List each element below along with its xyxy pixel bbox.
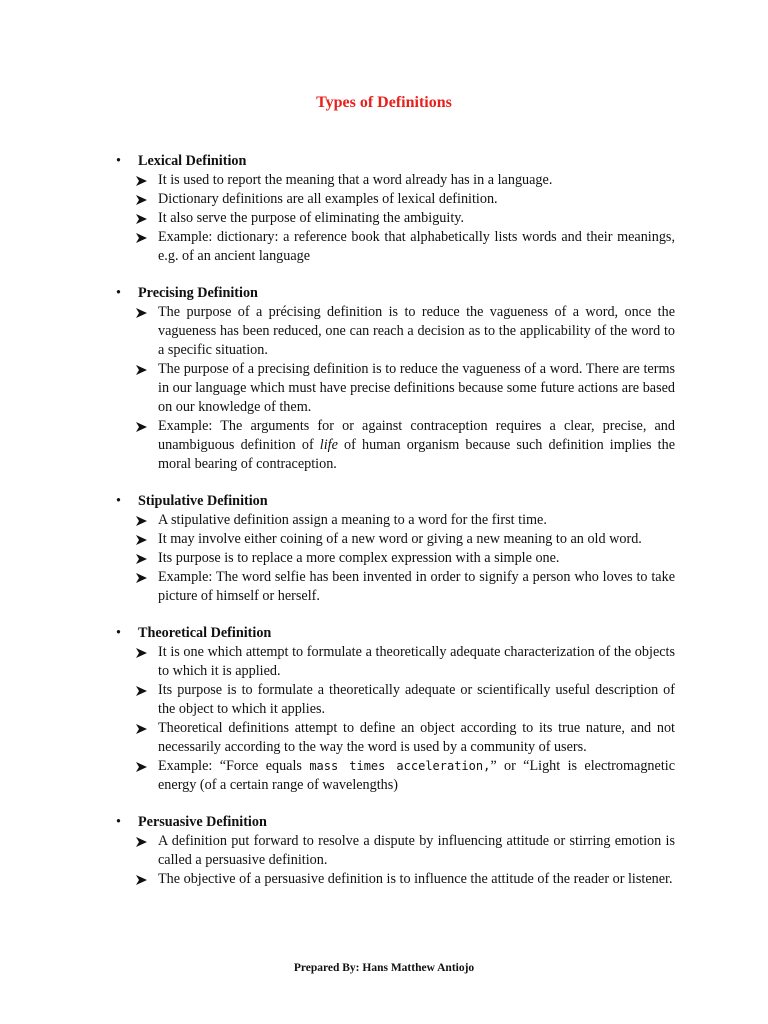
arrowhead-bullet-icon [136,422,148,432]
arrowhead-bullet-icon [136,233,148,243]
arrowhead-bullet-icon [136,308,148,318]
list-item: Example: The arguments for or against contraception requires a clear, precise, and unambiguous definition of life of human organism because such definition implies the moral bearing of contraception. [158,417,675,474]
list-item: Example: dictionary: a reference book that alphabetically lists words and their meanings, e.g. of an ancient language [158,228,675,266]
list-item: It is one which attempt to formulate a theoretically adequate characterization of the objects to which it is applied. [158,643,675,681]
list-item: Example: The word selfie has been invented in order to signify a person who loves to take picture of himself or herself. [158,568,675,606]
list-item: Its purpose is to formulate a theoretically adequate or scientifically useful description of the object to which it applies. [158,681,675,719]
list-item: The purpose of a précising definition is to reduce the vagueness of a word, once the vagueness has been reduced, one can reach a decision as to the applicability of the word to a specific situation. [158,303,675,360]
section-stipulative-definition [113,492,675,606]
bullet-icon: • [116,153,121,169]
section-items [113,832,675,889]
list-item: Dictionary definitions are all examples of lexical definition. [158,190,675,209]
section-heading: Lexical Definition [138,153,247,169]
arrowhead-bullet-icon [136,762,148,772]
arrowhead-bullet-icon [136,214,148,224]
italic-term: life [319,437,338,453]
list-item: Example: “Force equals mass times acceleration,” or “Light is electromagnetic energy (of a certain range of wavelengths) [158,757,675,795]
arrowhead-bullet-icon [136,365,148,375]
list-item: A definition put forward to resolve a dispute by influencing attitude or stirring emotion is called a persuasive definition. [158,832,675,870]
list-item: Its purpose is to replace a more complex expression with a simple one. [158,549,675,568]
arrowhead-bullet-icon [136,195,148,205]
list-item: Theoretical definitions attempt to define an object according to its true nature, and not necessarily according to the way the word is used by a community of users. [158,719,675,757]
arrowhead-bullet-icon [136,516,148,526]
arrowhead-bullet-icon [136,875,148,885]
arrowhead-bullet-icon [136,686,148,696]
bullet-icon: • [116,285,121,301]
section-items [113,303,675,474]
section-persuasive-definition [113,813,675,889]
bullet-icon: • [116,814,121,830]
list-item: It also serve the purpose of eliminating the ambiguity. [158,209,675,228]
section-heading: Theoretical Definition [138,625,272,641]
arrowhead-bullet-icon [136,535,148,545]
section-lexical-definition [113,152,675,266]
section-heading: Precising Definition [138,285,258,301]
arrowhead-bullet-icon [136,724,148,734]
section-heading: Persuasive Definition [138,814,267,830]
section-items [113,511,675,606]
section-precising-definition [113,284,675,474]
list-item: A stipulative definition assign a meaning to a word for the first time. [158,511,675,530]
section-items [113,171,675,266]
list-item: It may involve either coining of a new word or giving a new meaning to an old word. [158,530,675,549]
monospace-term: mass times acceleration, [309,759,491,773]
bullet-icon: • [116,493,121,509]
arrowhead-bullet-icon [136,176,148,186]
document-footer: Prepared By: Hans Matthew Antiojo [293,962,475,974]
section-theoretical-definition [113,624,675,795]
bullet-icon: • [116,625,121,641]
list-item: The purpose of a precising definition is to reduce the vagueness of a word. There are terms in our language which must have precise definitions because some future actions are based on our knowledge of them. [158,360,675,417]
definitions-list [113,152,675,907]
arrowhead-bullet-icon [136,837,148,847]
arrowhead-bullet-icon [136,573,148,583]
section-heading: Stipulative Definition [138,493,268,509]
section-items [113,643,675,795]
arrowhead-bullet-icon [136,554,148,564]
arrowhead-bullet-icon [136,648,148,658]
list-item: The objective of a persuasive definition is to influence the attitude of the reader or listener. [158,870,675,889]
document-title: Types of Definitions [316,94,452,111]
list-item: It is used to report the meaning that a word already has in a language. [158,171,675,190]
